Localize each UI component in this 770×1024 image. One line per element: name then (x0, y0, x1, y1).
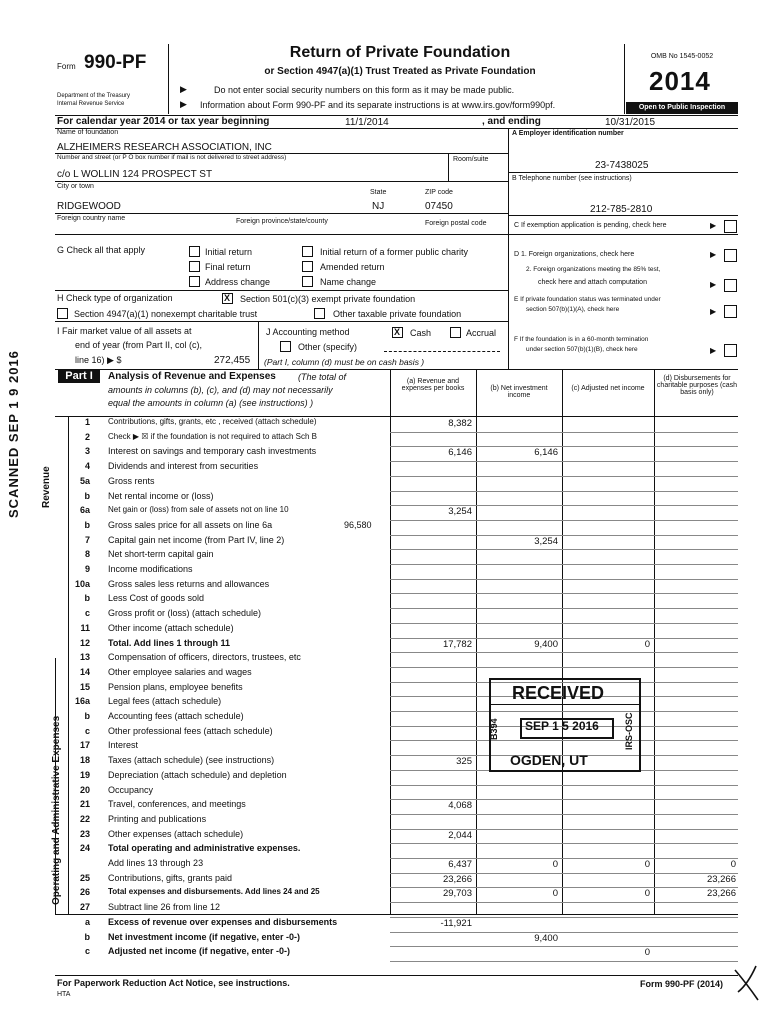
d2-checkbox[interactable] (724, 279, 737, 292)
city-value: RIDGEWOOD (57, 201, 121, 212)
cell-col-a: 325 (456, 756, 472, 768)
initial-return-checkbox[interactable] (189, 246, 200, 257)
col-b-header: (b) Net investment income (490, 385, 548, 399)
col-a-header: (a) Revenue and expenses per books (401, 378, 465, 392)
name-label: Name of foundation (57, 129, 119, 136)
row-label: Add lines 13 through 23 (108, 858, 204, 868)
table-bottom-border (55, 914, 738, 915)
4947-checkbox[interactable] (57, 308, 68, 319)
row-label: Total expenses and disbursements. Add lines 24 and 25 (108, 887, 320, 897)
part1-desc-line3: equal the amounts in column (a) (see instructions) ) (108, 398, 314, 408)
g-label: G Check all that apply (57, 245, 146, 255)
d1-checkbox[interactable] (724, 249, 737, 262)
row-number: 26 (79, 887, 90, 898)
row-label: Total operating and administrative expenses. (108, 843, 301, 854)
initial-former-checkbox[interactable] (302, 246, 313, 257)
row-divider (390, 549, 738, 550)
end-label: , and ending (482, 116, 541, 127)
cell-col-a: 6,146 (448, 447, 472, 459)
row-divider (390, 932, 738, 933)
row-number: 22 (79, 813, 90, 824)
row-label: Net rental income or (loss) (108, 490, 214, 501)
dept-irs: Internal Revenue Service (57, 101, 125, 107)
row-label: Gross rents (108, 475, 155, 486)
ogden-text: OGDEN, UT (510, 752, 588, 768)
row-divider (390, 461, 738, 462)
row-divider (390, 961, 738, 962)
cell-col-a: 8,382 (448, 418, 472, 429)
initial-return-label: Initial return (205, 247, 253, 257)
hta-label: HTA (57, 991, 71, 998)
instruction-info: Information about Form 990-PF and its separate instructions is at www.irs.gov/form990pf. (200, 100, 556, 110)
address-change-label: Address change (205, 277, 271, 287)
phone-value: 212-785-2810 (590, 204, 653, 215)
row-label: Other income (attach schedule) (108, 622, 234, 633)
row-number: 11 (80, 622, 90, 633)
fmv-value: 272,455 (214, 355, 251, 366)
cell-col-a: -11,921 (440, 917, 472, 929)
row-label: Travel, conferences, and meetings (108, 799, 246, 810)
cell-col-b: 3,254 (534, 535, 558, 547)
form-number: 990-PF (84, 52, 147, 73)
row-label: Other professional fees (attach schedule) (108, 725, 273, 736)
street-label: Number and street (or P O box number if mail is not delivered to street address) (57, 154, 287, 161)
street-value: c/o L WOLLIN 124 PROSPECT ST (57, 169, 213, 180)
accrual-checkbox[interactable] (450, 327, 461, 338)
row-number: 7 (84, 534, 90, 545)
row-number: 23 (79, 828, 90, 839)
form-prefix: Form (57, 62, 76, 71)
i-label-line2: end of year (from Part II, col (c), (75, 340, 203, 350)
arrow-icon: ▶ (710, 250, 717, 259)
cell-col-c: 0 (644, 859, 650, 870)
row-label: Excess of revenue over expenses and disbursements (108, 916, 338, 927)
arrow-icon: ▶ (710, 280, 717, 289)
cell-col-b: 6,146 (534, 447, 558, 459)
row-number: c (84, 946, 90, 957)
cell-col-b: 9,400 (534, 638, 558, 650)
row-number: 19 (79, 769, 90, 780)
ein-label: A Employer identification number (512, 130, 624, 137)
calendar-label: For calendar year 2014 or tax year beginning (57, 116, 270, 127)
row-divider (390, 476, 738, 477)
row-number: 12 (79, 637, 90, 648)
arrow-icon: ▶ (180, 99, 187, 109)
omb-number: OMB No 1545-0052 (650, 53, 714, 60)
part1-desc-line1: (The total of (298, 372, 347, 382)
name-change-checkbox[interactable] (302, 276, 313, 287)
row-label: Gross profit or (loss) (attach schedule) (108, 608, 262, 619)
row-divider (390, 520, 738, 521)
4947-label: Section 4947(a)(1) nonexempt charitable trust (74, 309, 258, 319)
c-label: C If exemption application is pending, check here (514, 222, 667, 229)
expenses-side-label: Operating and Administrative Expenses (51, 715, 62, 905)
zip-label: ZIP code (425, 189, 453, 196)
row-label: Check ▶ ☒ if the foundation is not required to attach Sch B (108, 431, 317, 441)
page-title: Return of Private Foundation (289, 44, 511, 61)
e-label-line1: E If private foundation status was terminated under (514, 296, 661, 303)
row-label: Gross sales less returns and allowances (108, 578, 270, 589)
h-label: H Check type of organization (57, 293, 173, 303)
state-value: NJ (372, 201, 385, 212)
row-label: Pension plans, employee benefits (108, 681, 243, 692)
row-number: b (84, 931, 90, 942)
country-label: Foreign country name (57, 215, 126, 222)
row-number: 24 (79, 843, 90, 854)
revenue-side-label: Revenue (41, 466, 52, 508)
arrow-icon: ▶ (180, 84, 187, 94)
part1-badge: Part I (58, 370, 100, 383)
row-label: Income modifications (108, 564, 193, 574)
row-number: c (84, 725, 90, 736)
row-label: Contributions, gifts, grants paid (108, 872, 233, 883)
cell-col-d: 23,266 (706, 873, 736, 885)
e-label-line2: section 507(b)(1)(A), check here (526, 306, 620, 313)
received-date: SEP 1 5 2016 (525, 719, 599, 733)
d2-label-line2: check here and attach computation (538, 279, 647, 286)
other-specify-field[interactable] (384, 351, 500, 352)
row-label: Compensation of officers, directors, trustees, etc (108, 652, 301, 663)
row-number: b (84, 519, 90, 530)
row-label: Taxes (attach schedule) (see instructions) (108, 755, 275, 766)
f-checkbox[interactable] (724, 344, 737, 357)
cell-col-a: 23,266 (442, 873, 472, 885)
row-divider (390, 814, 738, 815)
stamp-side-right: IRS-OSC (624, 712, 634, 750)
end-date: 10/31/2015 (605, 117, 656, 128)
city-label: City or town (57, 183, 94, 190)
arrow-icon: ▶ (710, 307, 717, 316)
c-checkbox[interactable] (724, 220, 737, 233)
row-number: b (84, 490, 90, 501)
final-return-label: Final return (205, 262, 251, 272)
row-divider (390, 564, 738, 565)
row-label: Accounting fees (attach schedule) (108, 711, 244, 721)
row-label: Less Cost of goods sold (108, 593, 205, 604)
cell-col-b: 9,400 (534, 932, 558, 944)
cell-col-c: 0 (644, 947, 650, 959)
row-label: Printing and publications (108, 813, 207, 824)
row-number: 5a (79, 475, 90, 486)
row-number: 3 (84, 446, 90, 457)
phone-label: B Telephone number (see instructions) (512, 175, 632, 182)
row-number: 18 (79, 755, 90, 766)
f-label-line1: F If the foundation is in a 60-month termination (514, 336, 649, 343)
501c3-checkbox[interactable] (222, 293, 233, 304)
ein-value: 23-7438025 (595, 160, 649, 171)
row-divider (390, 579, 738, 580)
d2-label-line1: 2. Foreign organizations meeting the 85% test, (526, 266, 661, 273)
inline-value: 96,580 (344, 519, 372, 530)
received-text: RECEIVED (512, 683, 605, 703)
tax-year: 2014 (649, 66, 711, 96)
d1-label: D 1. Foreign organizations, check here (514, 251, 635, 258)
row-label: Other employee salaries and wages (108, 666, 252, 677)
name-change-label: Name change (320, 277, 377, 287)
paperwork-notice: For Paperwork Reduction Act Notice, see instructions. (57, 978, 290, 988)
amended-return-label: Amended return (320, 262, 385, 272)
row-label: Total. Add lines 1 through 11 (108, 637, 231, 648)
col-c-header: (c) Adjusted net income (571, 385, 645, 392)
cell-col-b: 0 (552, 859, 558, 870)
row-divider (390, 902, 738, 903)
row-divider (390, 608, 738, 609)
instruction-ssn: Do not enter social security numbers on this form as it may be made public. (214, 85, 515, 95)
foundation-name: ALZHEIMERS RESEARCH ASSOCIATION, INC (57, 142, 272, 153)
other-method-label: Other (specify) (298, 342, 358, 352)
row-number: 4 (84, 461, 90, 472)
row-label: Net investment income (if negative, enter -0-) (108, 931, 301, 942)
other-taxable-checkbox[interactable] (314, 308, 325, 319)
row-label: Capital gain net income (from Part IV, line 2) (108, 534, 285, 545)
open-public-badge: Open to Public Inspection (626, 102, 738, 114)
row-divider (390, 491, 738, 492)
501c3-label: Section 501(c)(3) exempt private foundation (240, 294, 416, 304)
row-number: 10a (74, 578, 90, 589)
cell-col-a: 29,703 (442, 888, 472, 900)
initial-former-label: Initial return of a former public charity (320, 247, 469, 257)
cell-col-a: 6,437 (448, 859, 472, 870)
row-label: Gross sales price for all assets on line 6a (108, 519, 273, 530)
row-number: a (84, 916, 90, 927)
cell-col-b: 0 (552, 888, 558, 900)
row-number: 9 (84, 564, 90, 574)
row-label: Depreciation (attach schedule) and depletion (108, 769, 287, 780)
row-number: 13 (79, 652, 90, 663)
row-number: c (84, 608, 90, 619)
row-number: b (84, 711, 90, 721)
row-number: 16a (74, 696, 90, 707)
row-divider (390, 593, 738, 594)
province-label: Foreign province/state/county (236, 218, 328, 225)
row-number: 27 (79, 902, 90, 913)
cell-col-a: 17,782 (442, 638, 472, 650)
accrual-label: Accrual (466, 328, 497, 338)
stamp-side-left: B394 (489, 718, 499, 740)
row-divider (390, 667, 738, 668)
cell-col-d: 23,266 (706, 888, 736, 900)
postal-label: Foreign postal code (425, 220, 487, 227)
amended-return-checkbox[interactable] (302, 261, 313, 272)
row-number: 14 (79, 666, 90, 677)
row-label: Adjusted net income (if negative, enter -0-) (108, 946, 291, 957)
row-label: Occupancy (108, 784, 154, 795)
col-d-header: (d) Disbursements for charitable purposes (cash basis only) (656, 375, 738, 396)
cash-label: Cash (410, 328, 432, 338)
part1-title: Analysis of Revenue and Expenses (108, 371, 276, 382)
arrow-icon: ▶ (710, 346, 717, 355)
row-number: 17 (79, 740, 90, 751)
row-label: Legal fees (attach schedule) (108, 696, 222, 707)
e-checkbox[interactable] (724, 305, 737, 318)
cash-basis-note: (Part I, column (d) must be on cash basis ) (264, 357, 425, 367)
cell-col-c: 0 (644, 888, 650, 900)
other-method-checkbox[interactable] (280, 341, 291, 352)
begin-date: 11/1/2014 (345, 117, 389, 128)
row-label: Net gain or (loss) from sale of assets not on line 10 (108, 505, 289, 515)
cell-col-a: 4,068 (448, 800, 472, 812)
row-number: 20 (79, 784, 90, 795)
row-number: b (84, 593, 90, 604)
row-label: Interest (108, 740, 139, 751)
row-label: Contributions, gifts, grants, etc , received (attach schedule) (108, 417, 317, 426)
other-taxable-label: Other taxable private foundation (333, 309, 462, 319)
cell-col-a: 3,254 (448, 506, 472, 518)
cell-col-c: 0 (644, 638, 650, 650)
cash-checkbox[interactable] (392, 327, 403, 338)
row-number: 2 (84, 431, 90, 442)
part1-desc-line2: amounts in columns (b), (c), and (d) may not necessarily (108, 385, 333, 395)
f-label-line2: under section 507(b)(1)(B), check here (526, 346, 638, 353)
arrow-icon: ▶ (710, 221, 717, 230)
row-number: 1 (84, 417, 90, 427)
room-label: Room/suite (453, 156, 489, 163)
final-return-checkbox[interactable] (189, 261, 200, 272)
dept-treasury: Department of the Treasury (57, 93, 131, 99)
row-divider (390, 785, 738, 786)
address-change-checkbox[interactable] (189, 276, 200, 287)
row-divider (390, 652, 738, 653)
row-label: Net short-term capital gain (108, 549, 214, 560)
scanned-stamp: SCANNED SEP 1 9 2016 (6, 350, 21, 518)
page-subtitle: or Section 4947(a)(1) Trust Treated as Private Foundation (264, 66, 536, 77)
handwritten-mark (732, 962, 762, 1002)
row-label: Dividends and interest from securities (108, 461, 259, 472)
state-label: State (370, 189, 387, 196)
i-label-line1: I Fair market value of all assets at (57, 326, 192, 336)
cell-col-d: 0 (730, 859, 736, 870)
row-label: Interest on savings and temporary cash investments (108, 446, 317, 457)
row-label: Other expenses (attach schedule) (108, 828, 244, 839)
row-number: 8 (84, 549, 90, 560)
row-divider (390, 535, 738, 536)
row-label: Subtract line 26 from line 12 (108, 902, 221, 913)
row-number: 6a (79, 505, 90, 516)
row-number: 21 (79, 799, 90, 810)
i-label-line3: line 16) ▶ $ (75, 355, 122, 365)
form-reference: Form 990-PF (2014) (640, 979, 724, 989)
zip-value: 07450 (425, 201, 453, 212)
cell-col-a: 2,044 (448, 829, 472, 841)
row-number: 15 (79, 681, 90, 692)
row-divider (390, 843, 738, 844)
j-label: J Accounting method (266, 327, 350, 337)
row-divider (390, 432, 738, 433)
row-number: 25 (79, 872, 90, 883)
row-divider (390, 623, 738, 624)
